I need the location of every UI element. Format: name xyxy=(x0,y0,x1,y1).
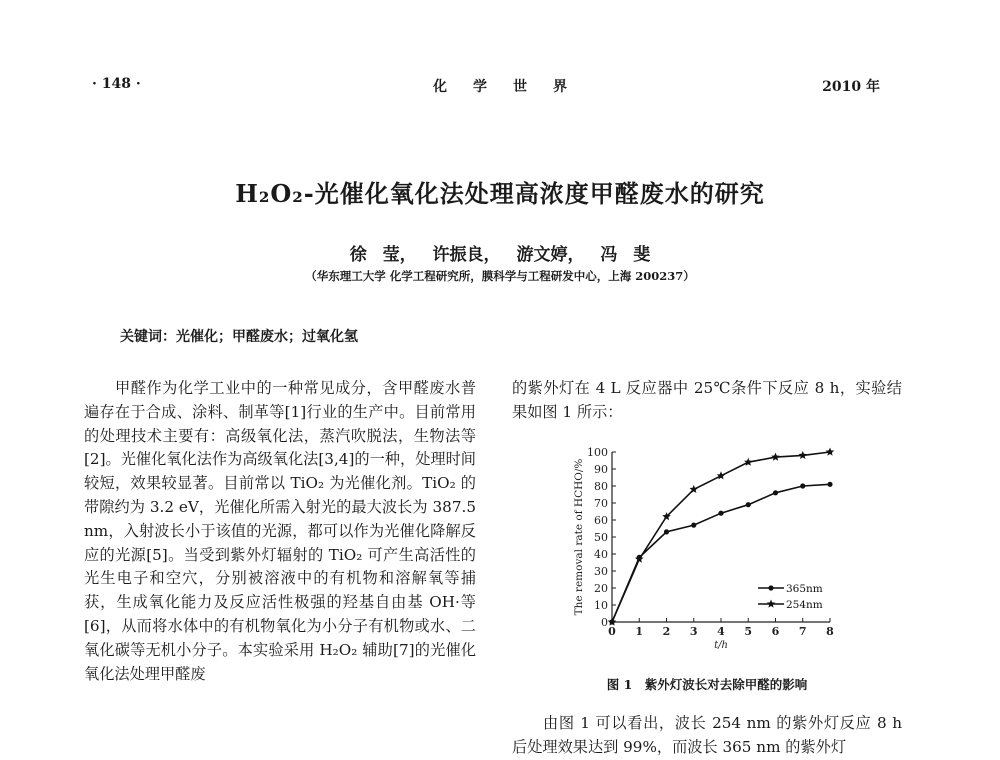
y-tick-label: 0 xyxy=(601,616,608,629)
x-tick-label: 8 xyxy=(826,625,834,638)
x-axis-label: t/h xyxy=(714,640,728,651)
body-paragraph: 甲醛作为化学工业中的一种常见成分，含甲醛废水普遍存在于合成、涂料、制革等[1]行业的生产中。目前常用的处理技术主要有：高级氧化法，蒸汽吹脱法，生物法等[2]。光催化氧化法作为高级氧化法[3,4]的一种，处理时间较短，效果较显著。目前常以 TiO₂ 为光催化剂。TiO₂ 的带隙约为 3.2 eV，光催化所需入射光的最大波长为 387.5 nm，入射波长小于该值的光源，都可以作为光催化降解反应的光源[5]。当受到紫外灯辐射的 TiO₂ 可产生高活性的光生电子和空穴，分别被溶液中的有机物和溶解氧等捕获，生成氧化能力及反应活性极强的羟基自由基 OH·等[6]，从而将水体中的有机物氧化为小分子有机物或水、二氧化碳等无机小分子。本实验采用 H₂O₂ 辅助[7]的光催化氧化法处理甲醛废 xyxy=(84,379,476,683)
x-tick-label: 4 xyxy=(717,625,725,638)
data-point-254nm xyxy=(799,451,808,459)
paper-title: H₂O₂-光催化氧化法处理高浓度甲醛废水的研究 xyxy=(235,179,765,208)
y-tick-label: 70 xyxy=(594,497,608,510)
right-column-top xyxy=(512,377,902,425)
x-tick-label: 0 xyxy=(608,625,616,638)
x-tick-label: 7 xyxy=(798,625,807,638)
data-point-365nm xyxy=(691,523,696,528)
affiliation: （华东理工大学 化学工程研究所，膜科学与工程研发中心，上海 200237） xyxy=(305,269,695,283)
y-tick-label: 40 xyxy=(594,548,608,561)
data-point-365nm xyxy=(718,511,723,516)
data-point-254nm xyxy=(771,453,780,461)
y-tick-label: 20 xyxy=(594,582,608,595)
y-axis-label: The removal rate of HCHO/% xyxy=(573,458,585,616)
legend-label-365nm: 365nm xyxy=(786,583,823,595)
y-tick-label: 100 xyxy=(587,446,608,459)
figure-1-chart xyxy=(560,440,860,660)
y-tick-label: 50 xyxy=(594,531,608,544)
x-tick-label: 6 xyxy=(771,625,780,638)
figure-caption: 图 1 紫外灯波长对去除甲醛的影响 xyxy=(606,677,808,692)
legend-marker-254nm xyxy=(767,600,776,608)
body-paragraph: 的紫外灯在 4 L 反应器中 25℃条件下反应 8 h，实验结果如图 1 所示： xyxy=(512,379,902,421)
x-tick-label: 1 xyxy=(635,625,644,638)
y-tick-label: 80 xyxy=(594,480,608,493)
x-tick-label: 3 xyxy=(689,625,698,638)
x-tick-label: 5 xyxy=(744,625,753,638)
x-tick-label: 2 xyxy=(662,625,671,638)
data-point-365nm xyxy=(746,502,751,507)
keywords: 关键词：光催化；甲醛废水；过氧化氢 xyxy=(120,329,358,345)
legend-marker-365nm xyxy=(768,585,773,590)
data-point-365nm xyxy=(800,483,805,488)
y-tick-label: 90 xyxy=(594,463,608,476)
legend-label-254nm: 254nm xyxy=(786,599,823,611)
journal-name: 化学世界 xyxy=(433,79,593,95)
data-point-365nm xyxy=(773,490,778,495)
author-list: 徐 莹， 许振良， 游文婷， 冯 斐 xyxy=(349,245,651,265)
page-number: · 148 · xyxy=(92,76,141,92)
body-paragraph: 由图 1 可以看出，波长 254 nm 的紫外灯反应 8 h 后处理效果达到 99%，而波长 365 nm 的紫外灯 xyxy=(512,714,902,756)
data-point-365nm xyxy=(827,482,832,487)
publication-year: 2010 年 xyxy=(822,79,880,95)
y-tick-label: 60 xyxy=(594,514,608,527)
data-point-365nm xyxy=(664,529,669,534)
y-tick-label: 30 xyxy=(594,565,608,578)
y-tick-label: 10 xyxy=(594,599,608,612)
right-column-bottom xyxy=(512,712,902,760)
data-point-254nm xyxy=(826,448,835,456)
left-column xyxy=(84,377,476,686)
